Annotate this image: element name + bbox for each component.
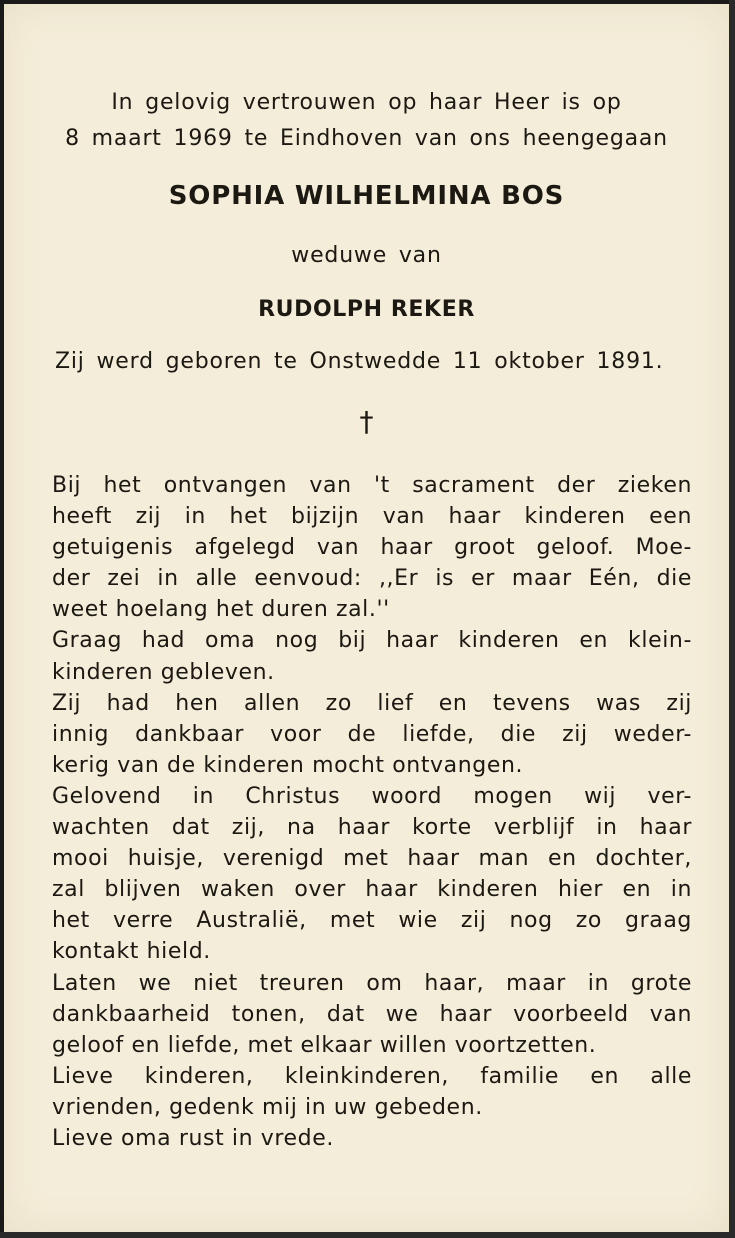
deceased-name: SOPHIA WILHELMINA BOS <box>168 181 565 211</box>
text-line: geloof en liefde, met elkaar willen voortzetten. <box>52 1032 597 1058</box>
text-line: heeft zij in het bijzijn van haar kinderen een <box>52 504 692 530</box>
text-line: Graag had oma nog bij haar kinderen en klein- <box>52 628 692 654</box>
text-line: mooi huisje, verenigd met haar man en dochter, <box>52 846 692 872</box>
text-line: wachten dat zij, na haar korte verblijf in haar <box>52 815 692 841</box>
header-line-2: 8 maart 1969 te Eindhoven van ons heengegaan <box>65 126 668 151</box>
text-line: vrienden, gedenk mij in uw gebeden. <box>52 1094 483 1120</box>
text-line: zal blijven waken over haar kinderen hier en in <box>52 877 692 903</box>
cross-icon: † <box>359 405 374 438</box>
text-line: kinderen gebleven. <box>52 659 275 685</box>
text-line: dankbaarheid tonen, dat we haar voorbeeld van <box>52 1001 692 1027</box>
text-line: het verre Australië, met wie zij nog zo graag <box>52 908 692 934</box>
text-line: getuigenis afgelegd van haar groot geloof. Moe- <box>52 535 692 561</box>
scan-edge-right <box>729 0 735 1238</box>
memorial-card <box>4 4 729 1232</box>
husband-name: RUDOLPH REKER <box>258 297 475 322</box>
birth-line: Zij werd geboren te Onstwedde 11 oktober 1891. <box>55 349 664 374</box>
text-line: kerig van de kinderen mocht ontvangen. <box>52 752 524 778</box>
memorial-text <box>52 470 692 1154</box>
scan-edge-bottom <box>0 1232 735 1238</box>
text-line: Bij het ontvangen van 't sacrament der zieken <box>52 473 692 498</box>
text-line: Laten we niet treuren om haar, maar in grote <box>52 970 692 996</box>
text-line: Lieve oma rust in vrede. <box>52 1125 334 1151</box>
widow-of-label: weduwe van <box>291 243 442 268</box>
text-line: weet hoelang het duren zal.'' <box>52 597 390 623</box>
text-line: Lieve kinderen, kleinkinderen, familie en alle <box>52 1063 692 1089</box>
text-line: kontakt hield. <box>52 939 211 965</box>
text-line: Zij had hen allen zo lief en tevens was zij <box>52 690 692 716</box>
text-line: der zei in alle eenvoud: ,,Er is er maar Eén, die <box>52 566 692 592</box>
header-line-1: In gelovig vertrouwen op haar Heer is op <box>111 90 622 115</box>
text-line: innig dankbaar voor de liefde, die zij weder- <box>52 721 692 747</box>
text-line: Gelovend in Christus woord mogen wij ver- <box>52 783 692 809</box>
